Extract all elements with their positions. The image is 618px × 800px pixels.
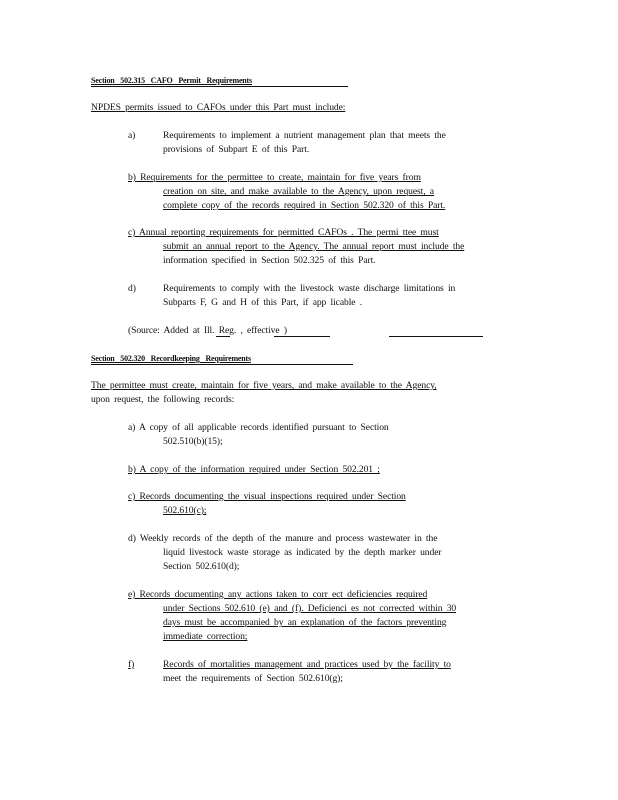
- item-label: f): [128, 659, 135, 670]
- blank-rule: [389, 336, 483, 337]
- section-320-intro: The permittee must create, maintain for five years, and make available to the Agency,: [91, 380, 437, 391]
- record-line: c) Records documenting the visual inspections required under Section: [128, 491, 406, 502]
- item-label: a): [128, 130, 136, 141]
- item-line: submit an annual report to the Agency. The annual report must include the: [163, 241, 465, 252]
- item-line: b) Requirements for the permittee to create, maintain for five years from: [128, 172, 421, 183]
- record-line: 502.510(b)(15);: [163, 436, 223, 447]
- section-315-heading: Section 502.315 CAFO Permit Requirements: [91, 76, 252, 85]
- record-line: e) Records documenting any actions taken to corr ect deficiencies required: [128, 589, 428, 600]
- record-line: liquid livestock waste storage as indicated by the depth marker under: [163, 547, 442, 558]
- item-line: Requirements to implement a nutrient management plan that meets the: [163, 130, 446, 141]
- record-line: Records of mortalities management and practices used by the facility to: [163, 659, 451, 670]
- section-320-heading: Section 502.320 Recordkeeping Requirements: [91, 354, 251, 363]
- record-line: Section 502.610(d);: [163, 561, 240, 572]
- item-label: d): [128, 283, 136, 294]
- item-line: c) Annual reporting requirements for permitted CAFOs . The permi ttee must: [128, 227, 439, 238]
- item-line: creation on site, and make available to the Agency, upon request, a: [163, 186, 434, 197]
- record-line: b) A copy of the information required under Section 502.201 ;: [128, 464, 380, 475]
- item-line: provisions of Subpart E of this Part.: [163, 144, 310, 155]
- item-line: Subparts F, G and H of this Part, if app licable .: [163, 297, 363, 308]
- blank-rule: [216, 336, 230, 337]
- record-line: days must be accompanied by an explanation of the factors preventing: [163, 617, 447, 628]
- source-note: (Source: Added at Ill. Reg. , effective ): [128, 325, 287, 336]
- section-320-intro: upon request, the following records:: [91, 394, 235, 405]
- record-line: a) A copy of all applicable records identified pursuant to Section: [128, 422, 389, 433]
- record-line: immediate correction;: [163, 631, 248, 642]
- record-line: meet the requirements of Section 502.610(g);: [163, 673, 343, 684]
- blank-rule: [274, 336, 330, 337]
- heading-underline: [91, 86, 348, 87]
- item-line: Requirements to comply with the livestock waste discharge limitations in: [163, 283, 456, 294]
- section-315-intro: NPDES permits issued to CAFOs under this Part must include:: [91, 102, 346, 113]
- item-line: information specified in Section 502.325 of this Part.: [163, 255, 376, 266]
- record-line: 502.610(c);: [163, 505, 207, 516]
- record-line: d) Weekly records of the depth of the manure and process wastewater in the: [128, 533, 438, 544]
- record-line: under Sections 502.610 (e) and (f). Deficienci es not corrected within 30: [163, 603, 457, 614]
- item-line: complete copy of the records required in Section 502.320 of this Part.: [163, 200, 446, 211]
- heading-underline: [91, 364, 353, 365]
